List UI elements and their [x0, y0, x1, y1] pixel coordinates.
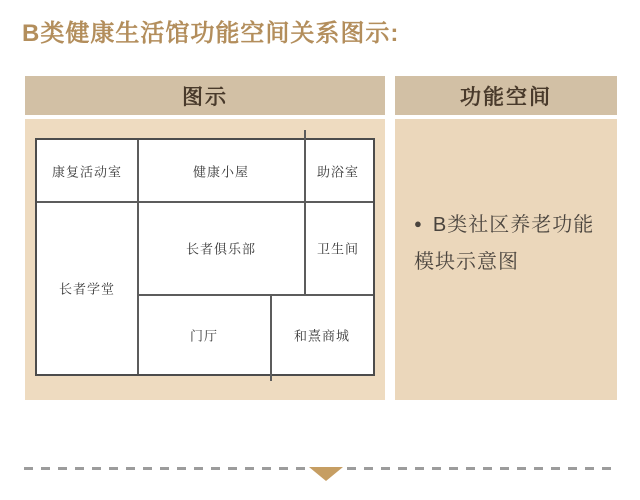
plan-divider-top-row	[37, 201, 373, 203]
bullet-icon: ●	[414, 216, 423, 231]
floor-plan	[35, 138, 375, 376]
plan-divider-left-column	[137, 140, 139, 374]
plan-divider-right-column	[304, 130, 306, 295]
function-space-note	[414, 205, 606, 281]
header-diagram-label: 图示	[182, 85, 228, 109]
room-elder-club: 长者俱乐部	[185, 241, 257, 257]
plan-divider-middle-row	[137, 294, 373, 296]
room-entrance-hall: 门厅	[189, 328, 219, 344]
room-hexi-mall: 和熹商城	[293, 328, 351, 344]
down-triangle-icon	[309, 467, 343, 481]
page-title: B类健康生活馆功能空间关系图示:	[22, 20, 400, 47]
function-space-cell	[395, 119, 617, 400]
header-function-space-label: 功能空间	[460, 85, 552, 109]
diagram-cell	[25, 119, 385, 400]
header-cell-diagram	[25, 76, 385, 115]
room-assisted-bathroom: 助浴室	[316, 164, 360, 180]
function-space-note-text: B类社区养老功能模块示意图	[414, 214, 595, 273]
room-elder-school: 长者学堂	[58, 281, 116, 297]
room-restroom: 卫生间	[316, 241, 360, 257]
plan-divider-bottom-row	[270, 294, 272, 381]
room-rehab-activity-room: 康复活动室	[51, 164, 123, 180]
room-health-cabin: 健康小屋	[192, 164, 250, 180]
header-cell-function-space	[395, 76, 617, 115]
